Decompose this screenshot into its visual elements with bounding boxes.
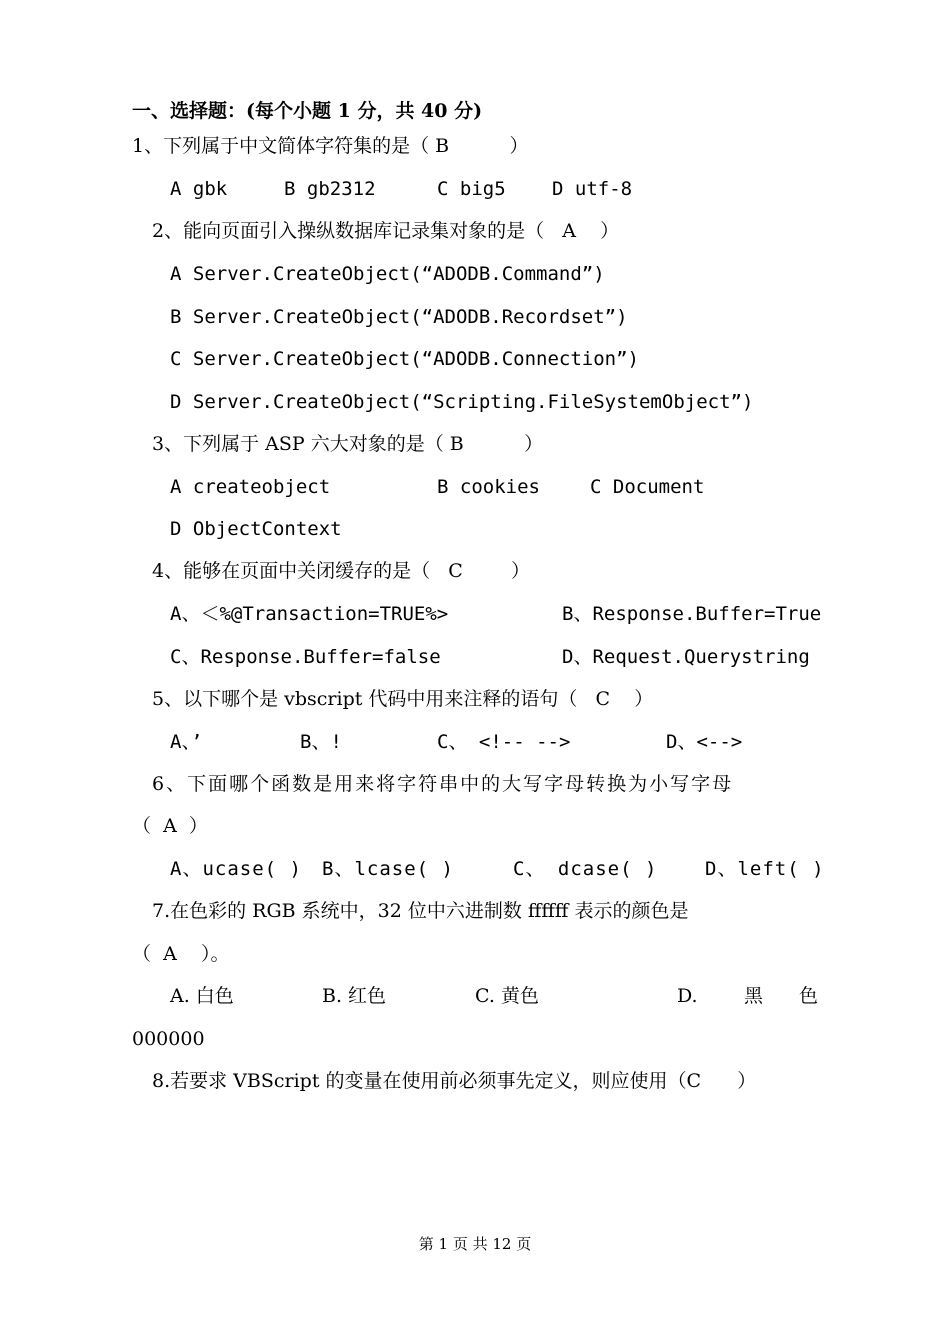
question-6-text: 6、下面哪个函数是用来将字符串中的大写字母转换为小写字母 (152, 773, 734, 795)
question-6-option-d: D、left( ) (705, 858, 825, 880)
question-6-option-c: C、 dcase( ) (513, 858, 658, 880)
question-7-option-d-char1: 黑 (744, 985, 764, 1007)
question-7-option-d-char2: 色 (799, 985, 819, 1007)
question-3-text: 3、下列属于 ASP 六大对象的是（ B ） (152, 433, 544, 455)
question-7-option-d-label: D. (677, 985, 698, 1007)
question-3-option-a: A createobject (170, 476, 331, 498)
question-5-option-a: A、’ (170, 731, 203, 753)
question-4-option-a: A、＜%@Transaction=TRUE%> (170, 603, 449, 625)
question-3-option-b: B cookies (437, 476, 540, 498)
question-7-option-b: B. 红色 (322, 985, 387, 1007)
question-8-text: 8.若要求 VBScript 的变量在使用前必须事先定义，则应使用（C ） (152, 1070, 757, 1092)
question-7-option-d-value: 000000 (132, 1028, 205, 1050)
question-4-text: 4、能够在页面中关闭缓存的是（ C ） (152, 560, 531, 582)
page-footer: 第 1 页 共 12 页 (418, 1235, 532, 1253)
question-5-option-b: B、! (300, 731, 342, 753)
question-2-option-a: A Server.CreateObject(“ADODB.Command”) (170, 263, 605, 285)
question-6-answer: （ A ） (132, 815, 208, 837)
question-2-option-b: B Server.CreateObject(“ADODB.Recordset”) (170, 306, 628, 328)
question-2-option-c: C Server.CreateObject(“ADODB.Connection”) (170, 348, 639, 370)
section-title: 一、选择题：(每个小题 1 分，共 40 分) (132, 100, 483, 122)
question-5-option-d: D、<--> (666, 731, 743, 753)
question-5-text: 5、以下哪个是 vbscript 代码中用来注释的语句（ C ） (152, 688, 654, 710)
question-7-answer: （ A ）。 (132, 943, 230, 965)
question-5-option-c: C、 <!-- --> (437, 731, 571, 753)
question-3-option-d: D ObjectContext (170, 518, 342, 540)
question-1-option-a: A gbk (170, 178, 228, 200)
question-4-option-c: C、Response.Buffer=false (170, 646, 441, 668)
question-2-text: 2、能向页面引入操纵数据库记录集对象的是（ A ） (152, 220, 620, 242)
question-7-text: 7.在色彩的 RGB 系统中，32 位中六进制数 ffffff 表示的颜色是 (152, 900, 689, 922)
question-4-option-b: B、Response.Buffer=True (562, 603, 822, 625)
question-1-option-b: B gb2312 (284, 178, 376, 200)
question-7-option-a: A. 白色 (170, 985, 234, 1007)
question-1-option-d: D utf-8 (552, 178, 633, 200)
question-7-option-c: C. 黄色 (475, 985, 539, 1007)
question-4-option-d: D、Request.Querystring (562, 646, 810, 668)
question-1-option-c: C big5 (437, 178, 506, 200)
question-6-option-b: B、lcase( ) (322, 858, 454, 880)
question-2-option-d: D Server.CreateObject(“Scripting.FileSystemObject”) (170, 391, 754, 413)
question-3-option-c: C Document (590, 476, 705, 498)
question-6-option-a: A、ucase( ) (170, 858, 302, 880)
question-1-text: 1、下列属于中文简体字符集的是（ B ） (132, 135, 529, 157)
